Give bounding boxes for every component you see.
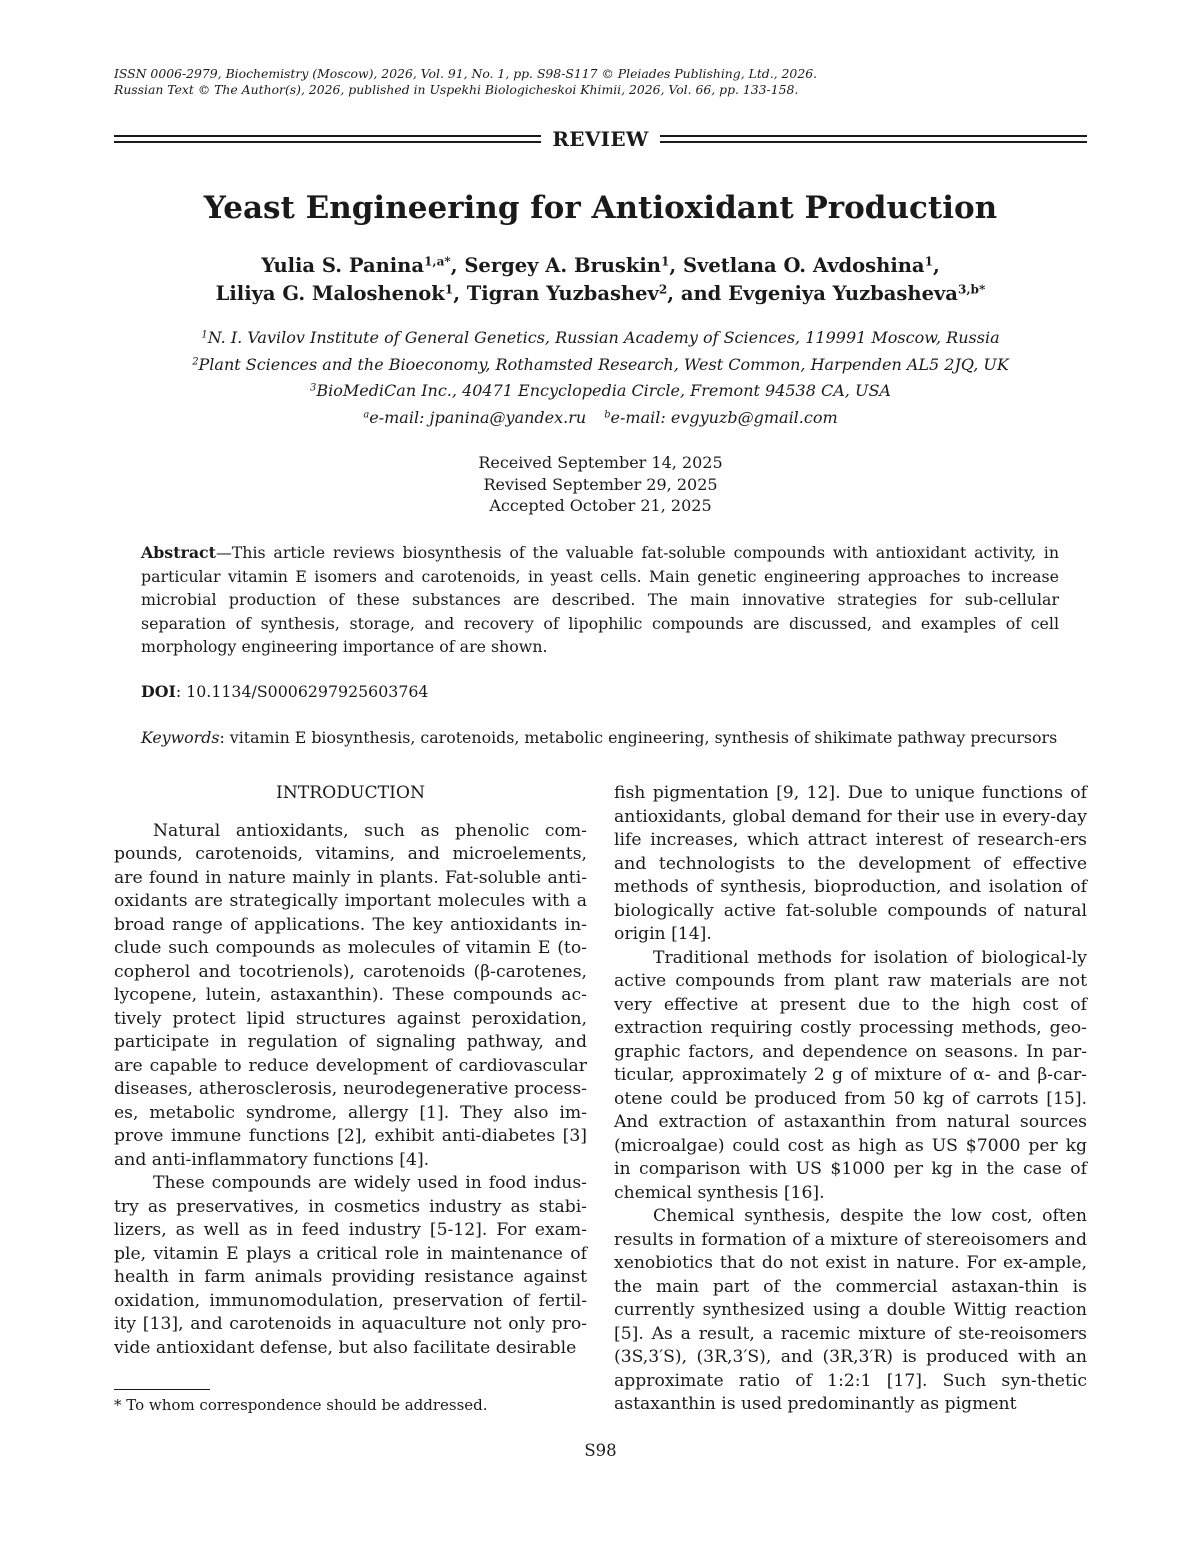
author-line-1	[114, 252, 1087, 280]
footnote-rule	[114, 1389, 210, 1390]
body-paragraph: Chemical synthesis, despite the low cost, often results in formation of a mixture of stereoisomers and xenobiotics that do not exist in nature. For ex-ample, the main part of the commercial astaxan-thin is currently synthesized using a double Wittig reaction [5]. As a result, a racemic mixture of ste-reoisomers (3S,3′S), (3R,3′S), and (3R,3′R) is produced with an approximate ratio of 1:2:1 [17]. Such syn-thetic astaxanthin is used predominantly as pigment	[614, 1206, 1087, 1414]
doi-line	[141, 681, 428, 703]
email-sup: a	[363, 409, 370, 421]
author-affil-sup: 1	[924, 254, 933, 269]
right-column	[614, 782, 1087, 1417]
abstract	[141, 541, 1059, 659]
journal-header	[114, 66, 1087, 98]
footnote: * To whom correspondence should be addressed.	[114, 1396, 488, 1414]
author-line-2	[114, 280, 1087, 308]
email-a[interactable]: e-mail: jpanina@yandex.ru	[369, 407, 587, 427]
author-name: Yulia S. Panina	[261, 254, 424, 277]
copyright-line: Russian Text © The Author(s), 2026, published in Uspekhi Biologicheskoi Khimii, 2026, Vol. 66, pp. 133-158.	[114, 82, 799, 97]
body-paragraph: fish pigmentation [9, 12]. Due to unique functions of antioxidants, global demand for their use in every-day life increases, which attract interest of research-ers and technologists to the development of effective methods of synthesis, bioproduction, and isolation of biologically active fat-soluble compounds of natural origin [14].	[614, 783, 1087, 944]
affiliation-2	[114, 352, 1087, 379]
abstract-text: —This article reviews biosynthesis of the valuable fat-soluble compounds with antioxidant activity, in particular vitamin E isomers and carotenoids, in yeast cells. Main genetic engineering approaches to increase microbial production of these substances are described. The main innovative strategies for sub-cellular separation of synthesis, storage, and recovery of lipophilic compounds are discussed, and examples of cell morphology engineering importance of are shown.	[141, 543, 1059, 656]
author-affil-sup: 2	[658, 282, 668, 297]
double-rule-left	[114, 135, 541, 143]
abstract-label: Abstract	[141, 543, 216, 562]
introduction-heading: INTRODUCTION	[275, 783, 426, 803]
doi-value[interactable]: : 10.1134/S0006297925603764	[175, 682, 429, 701]
affiliation-sup: 1	[201, 329, 208, 341]
affiliation-1	[114, 325, 1087, 352]
body-paragraph: Traditional methods for isolation of biological-ly active compounds from plant raw materials are not very effective at present due to the high cost of extraction requiring costly processing methods, geo-graphic factors, and dependence on seasons. In par-ticular, approximately 2 g of mixture of α- and β-car-otene could be produced from 50 kg of carrots [15]. And extraction of astaxanthin from natural sources (microalgae) could cost as high as US $7000 per kg in comparison with US $1000 per kg in the case of chemical synthesis [16].	[614, 947, 1087, 1203]
author-affil-sup: 1	[660, 254, 670, 269]
affiliation-text: N. I. Vavilov Institute of General Genetics, Russian Academy of Sciences, 119991 Moscow, Russia	[207, 328, 1000, 347]
affiliation-text: BioMediCan Inc., 40471 Encyclopedia Circle, Fremont 94538 CA, USA	[316, 381, 891, 400]
affiliation-sup: 3	[310, 382, 317, 394]
author-separator: ,	[669, 254, 683, 277]
article-dates	[114, 452, 1087, 517]
journal-citation-line: ISSN 0006-2979, Biochemistry (Moscow), 2026, Vol. 91, No. 1, pp. S98-S117 © Pleiades Publishing, Ltd., 2026.	[114, 66, 818, 81]
keywords-value: : vitamin E biosynthesis, carotenoids, metabolic engineering, synthesis of shikimate pathway precursors	[219, 728, 1058, 747]
email-sup: b	[604, 409, 611, 421]
author-separator: , and	[667, 282, 729, 305]
body-paragraph: Natural antioxidants, such as phenolic com-pounds, carotenoids, vitamins, and microelements, are found in nature mainly in plants. Fat-soluble anti-oxidants are strategically important molecules with a broad range of applications. The key antioxidants in-clude such compounds as molecules of vitamin E (to-copherol and tocotrienols), carotenoids (β-carotenes, lycopene, lutein, astaxanthin). These compounds ac-tively protect lipid structures against peroxidation, participate in regulation of signaling pathway, and are capable to reduce development of cardiovascular diseases, atherosclerosis, neurodegenerative process-es, metabolic syndrome, allergy [1]. They also im-prove immune functions [2], exhibit anti-diabetes [3] and anti-inflammatory functions [4].	[114, 820, 587, 1170]
affiliations	[114, 325, 1087, 431]
double-rule-right	[660, 135, 1087, 143]
keywords-label: Keywords	[141, 728, 220, 747]
accepted-date: Accepted October 21, 2025	[489, 496, 712, 515]
body-paragraph: These compounds are widely used in food indus-try as preservatives, in cosmetics industry as stabi-lizers, as well as in feed industry [5-12]. For exam-ple, vitamin E plays a critical role in maintenance of health in farm animals providing resistance against oxidation, immunomodulation, preservation of fertil-ity [13], and carotenoids in aquaculture not only pro-vide antioxidant defense, but also facilitate desirable	[114, 1173, 587, 1358]
author-affil-sup: 1	[444, 282, 454, 297]
article-title: Yeast Engineering for Antioxidant Production	[203, 190, 998, 226]
section-banner	[114, 125, 1087, 153]
keywords-line	[141, 727, 1057, 749]
author-name: Svetlana O. Avdoshina	[682, 254, 925, 277]
author-affil-sup: 3,b*	[957, 282, 986, 297]
author-list	[114, 252, 1087, 308]
author-affil-sup: 1,a*	[424, 254, 451, 269]
affiliation-sup: 2	[192, 356, 199, 368]
author-name: Tigran Yuzbashev	[466, 282, 659, 305]
author-separator: ,	[453, 282, 467, 305]
doi-label: DOI	[141, 682, 176, 701]
author-name: Evgeniya Yuzbasheva	[728, 282, 958, 305]
author-separator: ,	[932, 254, 940, 277]
author-name: Liliya G. Maloshenok	[215, 282, 445, 305]
received-date: Received September 14, 2025	[478, 453, 723, 472]
section-label: REVIEW	[552, 127, 649, 151]
author-name: Sergey A. Bruskin	[464, 254, 661, 277]
affiliation-text: Plant Sciences and the Bioeconomy, Rothamsted Research, West Common, Harpenden AL5 2JQ, UK	[198, 354, 1009, 374]
author-separator: ,	[450, 254, 465, 277]
email-b[interactable]: e-mail: evgyuzb@gmail.com	[610, 407, 838, 427]
revised-date: Revised September 29, 2025	[483, 474, 718, 494]
email-line	[114, 405, 1087, 432]
page-number: S98	[584, 1441, 617, 1460]
affiliation-3	[114, 378, 1087, 405]
left-column	[114, 782, 587, 1360]
